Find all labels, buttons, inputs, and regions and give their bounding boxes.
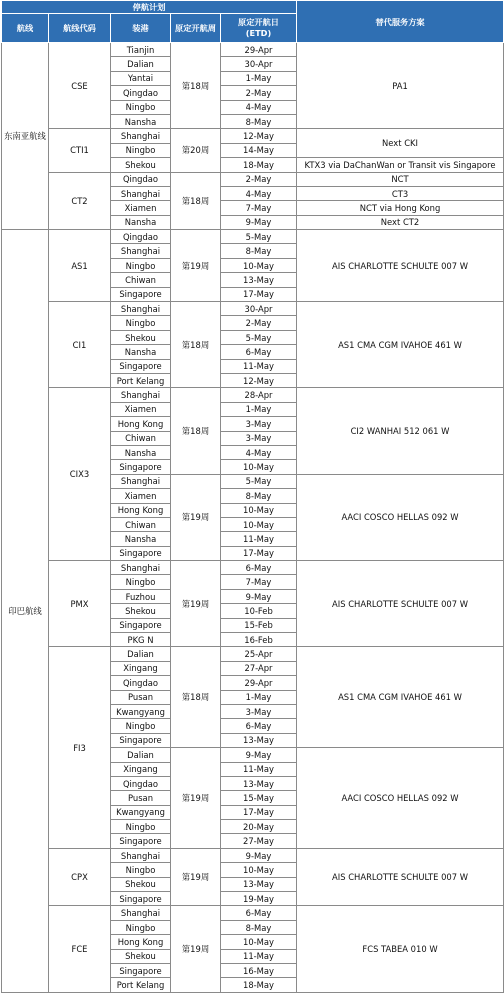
etd-cell: 8-May [221, 244, 297, 258]
week-cell: 第19周 [171, 906, 221, 992]
etd-cell: 12-May [221, 129, 297, 143]
alternative-cell: CI2 WANHAI 512 061 W [297, 388, 504, 474]
etd-cell: 5-May [221, 330, 297, 344]
header-alternative: 替代服务方案 [297, 1, 504, 43]
alternative-cell: Next CKI [297, 129, 504, 158]
port-cell: Qingdao [111, 230, 171, 244]
etd-cell: 17-May [221, 287, 297, 301]
port-cell: Ningbo [111, 316, 171, 330]
alternative-cell: AIS CHARLOTTE SCHULTE 007 W [297, 848, 504, 906]
port-cell: Nansha [111, 532, 171, 546]
etd-cell: 10-May [221, 517, 297, 531]
alternative-cell: Next CT2 [297, 215, 504, 229]
etd-cell: 7-May [221, 575, 297, 589]
port-cell: Yantai [111, 71, 171, 85]
week-cell: 第19周 [171, 230, 221, 302]
port-cell: Pusan [111, 690, 171, 704]
port-cell: Singapore [111, 834, 171, 848]
etd-cell: 5-May [221, 230, 297, 244]
port-cell: Xingang [111, 762, 171, 776]
etd-cell: 29-Apr [221, 676, 297, 690]
alternative-cell: AS1 CMA CGM IVAHOE 461 W [297, 302, 504, 388]
port-cell: Ningbo [111, 863, 171, 877]
service-code: CPX [49, 848, 111, 906]
alternative-cell: AACI COSCO HELLAS 092 W [297, 474, 504, 560]
etd-cell: 19-May [221, 892, 297, 906]
week-cell: 第18周 [171, 388, 221, 474]
service-code: AS1 [49, 230, 111, 302]
etd-cell: 2-May [221, 86, 297, 100]
port-cell: Ningbo [111, 820, 171, 834]
port-cell: Shanghai [111, 474, 171, 488]
etd-cell: 10-May [221, 503, 297, 517]
table-row [2, 230, 504, 244]
week-cell: 第19周 [171, 748, 221, 849]
port-cell: Shanghai [111, 561, 171, 575]
alternative-cell: NCT [297, 172, 504, 186]
etd-cell: 1-May [221, 71, 297, 85]
alternative-cell: PA1 [297, 43, 504, 129]
etd-cell: 1-May [221, 690, 297, 704]
etd-cell: 10-May [221, 258, 297, 272]
etd-cell: 9-May [221, 589, 297, 603]
etd-cell: 15-May [221, 791, 297, 805]
alternative-cell: AS1 CMA CGM IVAHOE 461 W [297, 647, 504, 748]
etd-cell: 9-May [221, 848, 297, 862]
alternative-cell: NCT via Hong Kong [297, 201, 504, 215]
port-cell: Nansha [111, 445, 171, 459]
etd-cell: 10-May [221, 935, 297, 949]
table-row [2, 172, 504, 186]
etd-cell: 4-May [221, 186, 297, 200]
etd-cell: 6-May [221, 561, 297, 575]
etd-cell: 11-May [221, 532, 297, 546]
etd-cell: 13-May [221, 877, 297, 891]
port-cell: Qingdao [111, 676, 171, 690]
port-cell: Singapore [111, 546, 171, 560]
etd-cell: 9-May [221, 748, 297, 762]
service-code: CT2 [49, 172, 111, 230]
port-cell: Nansha [111, 114, 171, 128]
etd-cell: 8-May [221, 489, 297, 503]
etd-cell: 7-May [221, 201, 297, 215]
port-cell: Dalian [111, 748, 171, 762]
port-cell: PKG N [111, 633, 171, 647]
etd-cell: 9-May [221, 215, 297, 229]
etd-cell: 6-May [221, 719, 297, 733]
service-code: CIX3 [49, 388, 111, 561]
service-code: PMX [49, 561, 111, 647]
table-row [2, 129, 504, 143]
group-title: 停航计划 [2, 1, 297, 14]
port-cell: Shanghai [111, 129, 171, 143]
etd-cell: 25-Apr [221, 647, 297, 661]
week-cell: 第18周 [171, 172, 221, 230]
week-cell: 第20周 [171, 129, 221, 172]
port-cell: Singapore [111, 618, 171, 632]
suspension-schedule-table [1, 0, 504, 993]
route-name: 印巴航线 [2, 230, 49, 993]
etd-cell: 30-Apr [221, 302, 297, 316]
table-row [2, 302, 504, 316]
port-cell: Xiamen [111, 402, 171, 416]
port-cell: Shanghai [111, 186, 171, 200]
etd-cell: 11-May [221, 762, 297, 776]
port-cell: Ningbo [111, 258, 171, 272]
etd-cell: 3-May [221, 417, 297, 431]
etd-cell: 17-May [221, 805, 297, 819]
route-name: 东南亚航线 [2, 43, 49, 230]
etd-cell: 13-May [221, 733, 297, 747]
port-cell: Xiamen [111, 201, 171, 215]
port-cell: Shekou [111, 877, 171, 891]
port-cell: Ningbo [111, 719, 171, 733]
etd-cell: 16-Feb [221, 633, 297, 647]
table-row [2, 848, 504, 862]
port-cell: Shekou [111, 158, 171, 172]
etd-cell: 10-May [221, 863, 297, 877]
port-cell: Shekou [111, 604, 171, 618]
table-body [2, 43, 504, 993]
port-cell: Xingang [111, 661, 171, 675]
etd-cell: 12-May [221, 373, 297, 387]
etd-cell: 2-May [221, 172, 297, 186]
port-cell: Shanghai [111, 302, 171, 316]
week-cell: 第18周 [171, 302, 221, 388]
port-cell: Singapore [111, 964, 171, 978]
etd-cell: 13-May [221, 273, 297, 287]
etd-cell: 17-May [221, 546, 297, 560]
etd-cell: 14-May [221, 143, 297, 157]
etd-cell: 8-May [221, 114, 297, 128]
etd-cell: 10-Feb [221, 604, 297, 618]
etd-cell: 18-May [221, 158, 297, 172]
week-cell: 第18周 [171, 647, 221, 748]
header-route: 航线 [2, 14, 49, 43]
service-code: CSE [49, 43, 111, 129]
alternative-cell: AACI COSCO HELLAS 092 W [297, 748, 504, 849]
port-cell: Chiwan [111, 273, 171, 287]
etd-cell: 4-May [221, 445, 297, 459]
port-cell: Pusan [111, 791, 171, 805]
week-cell: 第19周 [171, 561, 221, 647]
table-row [2, 647, 504, 661]
etd-cell: 27-Apr [221, 661, 297, 675]
etd-cell: 11-May [221, 359, 297, 373]
table-row [2, 561, 504, 575]
port-cell: Port Kelang [111, 978, 171, 992]
port-cell: Kwangyang [111, 704, 171, 718]
etd-cell: 6-May [221, 345, 297, 359]
port-cell: Xiamen [111, 489, 171, 503]
service-code: CI1 [49, 302, 111, 388]
etd-cell: 2-May [221, 316, 297, 330]
etd-cell: 5-May [221, 474, 297, 488]
port-cell: Hong Kong [111, 503, 171, 517]
port-cell: Singapore [111, 733, 171, 747]
port-cell: Nansha [111, 215, 171, 229]
port-cell: Tianjin [111, 43, 171, 57]
header-etd-sub: (ETD) [245, 28, 272, 38]
port-cell: Ningbo [111, 575, 171, 589]
alternative-cell: AIS CHARLOTTE SCHULTE 007 W [297, 561, 504, 647]
week-cell: 第19周 [171, 848, 221, 906]
alternative-cell: CT3 [297, 186, 504, 200]
etd-cell: 28-Apr [221, 388, 297, 402]
etd-cell: 13-May [221, 776, 297, 790]
port-cell: Qingdao [111, 172, 171, 186]
etd-cell: 3-May [221, 704, 297, 718]
port-cell: Fuzhou [111, 589, 171, 603]
week-cell: 第18周 [171, 43, 221, 129]
etd-cell: 15-Feb [221, 618, 297, 632]
etd-cell: 16-May [221, 964, 297, 978]
etd-cell: 18-May [221, 978, 297, 992]
table-row [2, 388, 504, 402]
service-code: FCE [49, 906, 111, 992]
port-cell: Shekou [111, 949, 171, 963]
port-cell: Hong Kong [111, 417, 171, 431]
alternative-cell: KTX3 via DaChanWan or Transit vis Singapore [297, 158, 504, 172]
header-etd-title: 原定开航日 [238, 17, 279, 27]
etd-cell: 11-May [221, 949, 297, 963]
port-cell: Shanghai [111, 906, 171, 920]
header-week: 原定开航周 [171, 14, 221, 43]
header-port: 装港 [111, 14, 171, 43]
table-row [2, 906, 504, 920]
port-cell: Dalian [111, 57, 171, 71]
etd-cell: 30-Apr [221, 57, 297, 71]
port-cell: Kwangyang [111, 805, 171, 819]
alternative-cell: AIS CHARLOTTE SCHULTE 007 W [297, 230, 504, 302]
alternative-cell: FCS TABEA 010 W [297, 906, 504, 992]
service-code: CTI1 [49, 129, 111, 172]
service-code: FI3 [49, 647, 111, 848]
header-etd [221, 14, 297, 43]
port-cell: Shanghai [111, 848, 171, 862]
port-cell: Ningbo [111, 143, 171, 157]
port-cell: Shanghai [111, 244, 171, 258]
port-cell: Shanghai [111, 388, 171, 402]
port-cell: Chiwan [111, 431, 171, 445]
port-cell: Hong Kong [111, 935, 171, 949]
port-cell: Qingdao [111, 776, 171, 790]
port-cell: Chiwan [111, 517, 171, 531]
port-cell: Singapore [111, 892, 171, 906]
etd-cell: 27-May [221, 834, 297, 848]
port-cell: Singapore [111, 460, 171, 474]
etd-cell: 10-May [221, 460, 297, 474]
etd-cell: 8-May [221, 920, 297, 934]
port-cell: Singapore [111, 287, 171, 301]
header-row-1 [2, 1, 504, 14]
etd-cell: 29-Apr [221, 43, 297, 57]
etd-cell: 4-May [221, 100, 297, 114]
port-cell: Dalian [111, 647, 171, 661]
port-cell: Nansha [111, 345, 171, 359]
week-cell: 第19周 [171, 474, 221, 560]
etd-cell: 20-May [221, 820, 297, 834]
port-cell: Port Kelang [111, 373, 171, 387]
etd-cell: 6-May [221, 906, 297, 920]
port-cell: Shekou [111, 330, 171, 344]
table-row [2, 43, 504, 57]
port-cell: Ningbo [111, 100, 171, 114]
port-cell: Ningbo [111, 920, 171, 934]
etd-cell: 1-May [221, 402, 297, 416]
header-service-code: 航线代码 [49, 14, 111, 43]
port-cell: Qingdao [111, 86, 171, 100]
etd-cell: 3-May [221, 431, 297, 445]
port-cell: Singapore [111, 359, 171, 373]
